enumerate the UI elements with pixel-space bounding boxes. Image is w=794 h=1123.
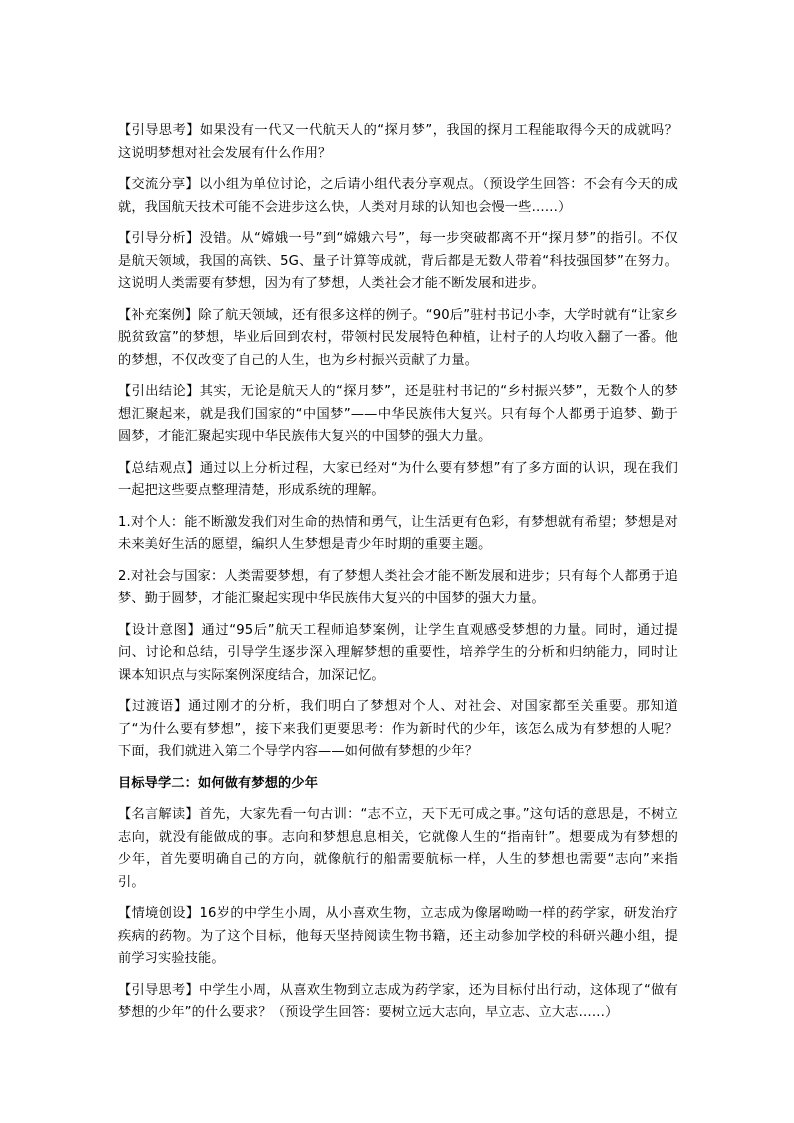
paragraph-tag: 【补充案例】 (118, 307, 199, 323)
paragraph-text: 16岁的中学生小周，从小喜欢生物，立志成为像屠呦呦一样的药学家，研发治疗疾病的药物。为了这个目标，他每天坚持阅读生物书籍，还主动参加学校的科研兴趣小组，提前学习实验技能。 (118, 906, 678, 966)
paragraph-tag: 【过渡语】 (118, 699, 189, 714)
paragraph-tag: 【引导思考】 (118, 982, 199, 998)
paragraph-text: 以小组为单位讨论，之后请小组代表分享观点。（预设学生回答：不会有今天的成就，我国航天技术可能不会进步这么快，人类对月球的认知也会慢一些……） (118, 177, 678, 215)
paragraph-guide-thinking (118, 120, 678, 165)
paragraph-point-society (118, 566, 678, 611)
paragraph-tag: 【引导思考】 (118, 123, 200, 138)
paragraph-scenario (118, 903, 678, 971)
paragraph-text: 如果没有一代又一代航天人的“探月梦”，我国的探月工程能取得今天的成就吗？这说明梦想对社会发展有什么作用？ (118, 123, 678, 161)
paragraph-design-intent (118, 620, 678, 688)
paragraph-tag: 【交流分享】 (118, 177, 199, 192)
paragraph-point-individual (118, 512, 678, 557)
paragraph-transition (118, 696, 678, 764)
paragraph-tag: 【引出结论】 (118, 384, 200, 399)
paragraph-supplementary-case (118, 305, 678, 373)
section-heading: 目标导学二：如何做有梦想的少年 (118, 775, 319, 791)
paragraph-text: 首先，大家先看一句古训：“志不立，天下无可成之事。”这句话的意思是，不树立志向，就没有能做成的事。志向和梦想息息相关，它就像人生的“指南针”。想要成为有梦想的少年，首先要明确自己的方向，就像航行的船需要航标一样，人生的梦想也需要“志向”来指引。 (118, 807, 678, 890)
paragraph-text: 1.对个人：能不断激发我们对生命的热情和勇气，让生活更有色彩，有梦想就有希望；梦想是对未来美好生活的愿望，编织人生梦想是青少年时期的重要主题。 (118, 514, 678, 552)
paragraph-exchange-share (118, 174, 678, 219)
paragraph-guide-thinking-2 (118, 980, 678, 1025)
paragraph-guide-analysis (118, 228, 678, 296)
paragraph-text: 通过“95后”航天工程师追梦案例，让学生直观感受梦想的力量。同时，通过提问、讨论和总结，引导学生逐步深入理解梦想的重要性，培养学生的分析和归纳能力，同时让课本知识点与实际案例深度结合，加深记忆。 (118, 622, 679, 683)
paragraph-tag: 【引导分析】 (118, 231, 200, 246)
paragraph-text: 其实，无论是航天人的“探月梦”，还是驻村书记的“乡村振兴梦”，无数个人的梦想汇聚起来，就是我们国家的“中国梦”——中华民族伟大复兴。只有每个人都勇于追梦、勤于圆梦，才能汇聚起实现中华民族伟大复兴的中国梦的强大力量。 (118, 384, 679, 444)
paragraph-tag: 【总结观点】 (118, 460, 200, 476)
paragraph-tag: 【情境创设】 (118, 906, 200, 921)
paragraph-quote-interpretation (118, 804, 678, 894)
paragraph-conclusion (118, 381, 678, 449)
paragraph-text: 没错。从“嫦娥一号”到“嫦娥六号”，每一步突破都离不开“探月梦”的指引。不仅是航天领域，我国的高铁、5G、量子计算等成就，背后都是无数人带着“科技强国梦”在努力。这说明人类需要有梦想，因为有了梦想，人类社会才能不断发展和进步。 (118, 231, 678, 291)
document-page (118, 120, 678, 1034)
paragraph-tag: 【设计意图】 (118, 622, 202, 638)
paragraph-text: 通过以上分析过程，大家已经对“为什么要有梦想”有了多方面的认识，现在我们一起把这些要点整理清楚，形成系统的理解。 (118, 460, 678, 498)
paragraph-tag: 【名言解读】 (118, 807, 199, 822)
paragraph-summary (118, 458, 678, 503)
paragraph-text: 2.对社会与国家：人类需要梦想，有了梦想人类社会才能不断发展和进步；只有每个人都勇于追梦、勤于圆梦，才能汇聚起实现中华民族伟大复兴的中国梦的强大力量。 (118, 568, 678, 606)
paragraph-text: 中学生小周，从喜欢生物到立志成为药学家，还为目标付出行动，这体现了“做有梦想的少年”的什么要求？（预设学生回答：要树立远大志向，早立志、立大志……） (118, 982, 678, 1020)
paragraph-text: 通过刚才的分析，我们明白了梦想对个人、对社会、对国家都至关重要。那知道了“为什么要有梦想”，接下来我们更要思考：作为新时代的少年，该怎么成为有梦想的人呢？下面，我们就进入第二个导学内容——如何做有梦想的少年？ (118, 699, 679, 759)
paragraph-text: 除了航天领域，还有很多这样的例子。“90后”驻村书记小李，大学时就有“让家乡脱贫致富”的梦想，毕业后回到农村，带领村民发展特色种植，让村子的人均收入翻了一番。他的梦想，不仅改变了自己的人生，也为乡村振兴贡献了力量。 (118, 307, 678, 368)
